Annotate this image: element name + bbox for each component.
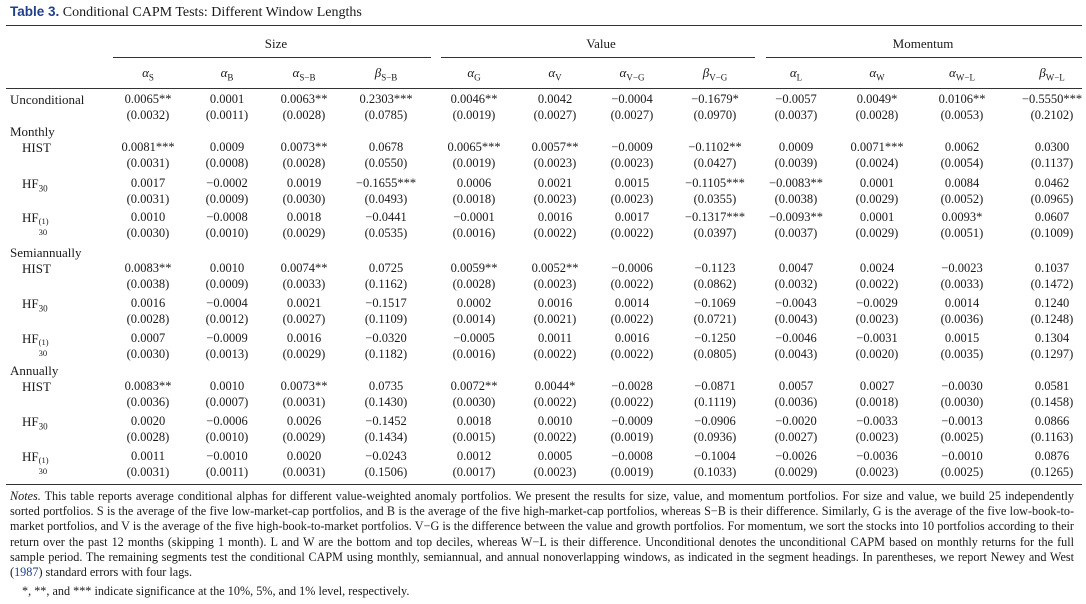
std-error-cell: (0.0022) <box>610 226 654 240</box>
std-error-cell: (0.0022) <box>533 226 577 240</box>
table-notes <box>10 489 1074 580</box>
std-error-cell: (0.0011) <box>205 108 249 122</box>
estimate-cell: 0.0016 <box>286 331 322 345</box>
estimate-cell: 0.0021 <box>537 176 573 190</box>
std-error-cell: (0.0025) <box>940 465 984 479</box>
std-error-cell: (0.1434) <box>364 430 408 444</box>
std-error-cell: (0.0043) <box>774 312 818 326</box>
estimate-cell: −0.0013 <box>941 414 983 428</box>
estimate-cell: 0.0016 <box>537 296 573 310</box>
estimate-cell: −0.0004 <box>611 92 653 106</box>
estimate-cell: −0.0009 <box>611 140 653 154</box>
std-error-cell: (0.0535) <box>364 226 408 240</box>
std-error-cell: (0.0023) <box>533 192 577 206</box>
estimate-cell: 0.0046** <box>450 92 498 106</box>
estimate-cell: 0.1240 <box>1034 296 1070 310</box>
std-error-cell: (0.0018) <box>855 395 899 409</box>
estimate-cell: 0.0044* <box>534 379 576 393</box>
group-momentum: Momentum <box>892 36 954 51</box>
estimate-cell: −0.0008 <box>206 210 248 224</box>
std-error-cell: (0.1265) <box>1030 465 1074 479</box>
std-error-cell: (0.0017) <box>452 465 496 479</box>
estimate-cell: −0.1679* <box>691 92 739 106</box>
estimate-cell: −0.0010 <box>206 449 248 463</box>
std-error-cell: (0.0355) <box>693 192 737 206</box>
estimate-cell: 0.0063** <box>280 92 328 106</box>
std-error-cell: (0.1033) <box>693 465 737 479</box>
std-error-cell: (0.0023) <box>610 192 654 206</box>
estimate-cell: 0.0016 <box>614 331 650 345</box>
estimate-cell: −0.0320 <box>365 331 407 345</box>
estimate-cell: 0.0001 <box>859 176 895 190</box>
estimate-cell: 0.0052** <box>531 261 579 275</box>
estimate-cell: 0.0073** <box>280 379 328 393</box>
estimate-cell: 0.0002 <box>456 296 492 310</box>
estimate-cell: −0.0001 <box>453 210 495 224</box>
estimate-cell: −0.1105*** <box>685 176 745 190</box>
std-error-cell: (0.0936) <box>693 430 737 444</box>
std-error-cell: (0.0427) <box>693 156 737 170</box>
std-error-cell: (0.0018) <box>452 192 496 206</box>
estimate-cell: 0.0005 <box>537 449 573 463</box>
row-label: HIST <box>22 140 51 155</box>
estimate-cell: −0.0093** <box>769 210 823 224</box>
estimate-cell: 0.0014 <box>614 296 650 310</box>
estimate-cell: −0.0008 <box>611 449 653 463</box>
std-error-cell: (0.0027) <box>533 108 577 122</box>
std-error-cell: (0.0022) <box>855 277 899 291</box>
std-error-cell: (0.0030) <box>282 192 326 206</box>
std-error-cell: (0.0022) <box>533 395 577 409</box>
section-label: Monthly <box>10 124 55 139</box>
estimate-cell: −0.0243 <box>365 449 407 463</box>
std-error-cell: (0.0015) <box>452 430 496 444</box>
std-error-cell: (0.0029) <box>855 192 899 206</box>
estimate-cell: 0.0016 <box>130 296 166 310</box>
std-error-cell: (0.0019) <box>452 108 496 122</box>
std-error-cell: (0.0009) <box>205 277 249 291</box>
estimate-cell: −0.0046 <box>775 331 817 345</box>
estimate-cell: −0.0006 <box>206 414 248 428</box>
std-error-cell: (0.0036) <box>940 312 984 326</box>
estimate-cell: 0.0083** <box>124 261 172 275</box>
estimate-cell: 0.0866 <box>1034 414 1070 428</box>
estimate-cell: 0.0017 <box>130 176 166 190</box>
std-error-cell: (0.1163) <box>1030 430 1074 444</box>
std-error-cell: (0.0029) <box>282 347 326 361</box>
estimate-cell: −0.1004 <box>694 449 736 463</box>
std-error-cell: (0.1248) <box>1030 312 1074 326</box>
estimate-cell: 0.0021 <box>286 296 322 310</box>
std-error-cell: (0.0008) <box>205 156 249 170</box>
std-error-cell: (0.0022) <box>533 347 577 361</box>
std-error-cell: (0.0030) <box>940 395 984 409</box>
std-error-cell: (0.0785) <box>364 108 408 122</box>
estimate-cell: 0.0083** <box>124 379 172 393</box>
std-error-cell: (0.0805) <box>693 347 737 361</box>
estimate-cell: −0.1655*** <box>355 176 417 190</box>
std-error-cell: (0.0038) <box>774 192 818 206</box>
std-error-cell: (0.0029) <box>282 226 326 240</box>
estimate-cell: 0.0026 <box>286 414 322 428</box>
column-header: $\alpha_{S-B}$ <box>292 65 316 83</box>
estimate-cell: −0.0083** <box>769 176 823 190</box>
estimate-cell: 0.0018 <box>456 414 492 428</box>
column-header: $\alpha_W$ <box>869 65 885 83</box>
estimate-cell: 0.0019 <box>286 176 322 190</box>
std-error-cell: (0.0033) <box>940 277 984 291</box>
section-label: Semiannually <box>10 245 82 260</box>
estimate-cell: 0.0016 <box>537 210 573 224</box>
estimate-cell: 0.0735 <box>368 379 404 393</box>
estimate-cell: −0.0002 <box>206 176 248 190</box>
std-error-cell: (0.0012) <box>205 312 249 326</box>
column-header: $\alpha_{V-G}$ <box>619 65 645 83</box>
estimate-cell: −0.0009 <box>611 414 653 428</box>
estimate-cell: −0.5550*** <box>1021 92 1083 106</box>
estimate-cell: 0.0009 <box>209 140 245 154</box>
std-error-cell: (0.0036) <box>774 395 818 409</box>
estimate-cell: −0.0031 <box>856 331 898 345</box>
estimate-cell: 0.0027 <box>859 379 895 393</box>
estimate-cell: 0.0106** <box>938 92 986 106</box>
estimate-cell: 0.0010 <box>209 261 245 275</box>
std-error-cell: (0.0030) <box>126 347 170 361</box>
std-error-cell: (0.0016) <box>452 347 496 361</box>
std-error-cell: (0.0031) <box>126 156 170 170</box>
estimate-cell: 0.0042 <box>537 92 573 106</box>
std-error-cell: (0.2102) <box>1030 108 1074 122</box>
estimate-cell: 0.1304 <box>1034 331 1070 345</box>
std-error-cell: (0.0023) <box>533 277 577 291</box>
std-error-cell: (0.0019) <box>610 430 654 444</box>
estimate-cell: 0.0059** <box>450 261 498 275</box>
std-error-cell: (0.0022) <box>533 430 577 444</box>
estimate-cell: −0.0026 <box>775 449 817 463</box>
std-error-cell: (0.1182) <box>364 347 408 361</box>
std-error-cell: (0.0019) <box>610 465 654 479</box>
row-label: HF (1) 30 <box>22 449 49 476</box>
std-error-cell: (0.0025) <box>940 430 984 444</box>
column-header: $\alpha_G$ <box>467 65 481 83</box>
significance-note: *, **, and *** indicate significance at the 10%, 5%, and 1% level, respectively. <box>22 584 410 598</box>
row-label: Unconditional <box>10 92 85 107</box>
column-header: $\beta_{S-B}$ <box>374 65 398 83</box>
row-label: $HF_{30}$ <box>22 414 48 432</box>
estimate-cell: 0.0065*** <box>447 140 501 154</box>
std-error-cell: (0.0051) <box>940 226 984 240</box>
std-error-cell: (0.0397) <box>693 226 737 240</box>
row-label: HF (1) 30 <box>22 331 49 358</box>
estimate-cell: 0.0011 <box>131 449 165 463</box>
std-error-cell: (0.0550) <box>364 156 408 170</box>
estimate-cell: 0.0057 <box>778 379 814 393</box>
std-error-cell: (0.0053) <box>940 108 984 122</box>
section-label: Annually <box>10 363 59 378</box>
column-header: $\alpha_S$ <box>142 65 154 83</box>
header-rule <box>6 88 1082 89</box>
row-label: HIST <box>22 261 51 276</box>
std-error-cell: (0.1506) <box>364 465 408 479</box>
std-error-cell: (0.0032) <box>774 277 818 291</box>
std-error-cell: (0.0011) <box>205 465 249 479</box>
column-header: $\alpha_L$ <box>789 65 803 83</box>
std-error-cell: (0.1472) <box>1030 277 1074 291</box>
std-error-cell: (0.0016) <box>452 226 496 240</box>
std-error-cell: (0.0028) <box>126 430 170 444</box>
std-error-cell: (0.0009) <box>205 192 249 206</box>
estimate-cell: 0.0071*** <box>850 140 904 154</box>
std-error-cell: (0.0010) <box>205 430 249 444</box>
std-error-cell: (0.1430) <box>364 395 408 409</box>
std-error-cell: (0.0721) <box>693 312 737 326</box>
estimate-cell: 0.0010 <box>130 210 166 224</box>
estimate-cell: −0.1069 <box>694 296 736 310</box>
std-error-cell: (0.0022) <box>610 277 654 291</box>
estimate-cell: −0.0030 <box>941 379 983 393</box>
std-error-cell: (0.0023) <box>855 465 899 479</box>
std-error-cell: (0.0021) <box>533 312 577 326</box>
estimate-cell: −0.1452 <box>365 414 407 428</box>
notes-lead: Notes. <box>10 489 41 503</box>
group-value: Value <box>586 36 616 51</box>
estimate-cell: 0.0049* <box>856 92 898 106</box>
table-caption <box>10 4 362 21</box>
std-error-cell: (0.0028) <box>282 108 326 122</box>
std-error-cell: (0.0031) <box>126 192 170 206</box>
std-error-cell: (0.0039) <box>774 156 818 170</box>
estimate-cell: 0.0678 <box>368 140 404 154</box>
estimate-cell: 0.0015 <box>944 331 980 345</box>
std-error-cell: (0.1009) <box>1030 226 1074 240</box>
std-error-cell: (0.0023) <box>855 430 899 444</box>
estimate-cell: 0.0006 <box>456 176 492 190</box>
estimate-cell: 0.0607 <box>1034 210 1070 224</box>
std-error-cell: (0.0027) <box>282 312 326 326</box>
std-error-cell: (0.0029) <box>855 226 899 240</box>
std-error-cell: (0.1458) <box>1030 395 1074 409</box>
estimate-cell: 0.0074** <box>280 261 328 275</box>
estimate-cell: 0.0047 <box>778 261 814 275</box>
std-error-cell: (0.0028) <box>452 277 496 291</box>
estimate-cell: −0.0004 <box>206 296 248 310</box>
column-header: $\alpha_V$ <box>548 65 562 83</box>
estimate-cell: 0.0001 <box>209 92 245 106</box>
std-error-cell: (0.0010) <box>205 226 249 240</box>
std-error-cell: (0.0014) <box>452 312 496 326</box>
estimate-cell: −0.1102** <box>688 140 742 154</box>
std-error-cell: (0.0023) <box>533 156 577 170</box>
std-error-cell: (0.0037) <box>774 226 818 240</box>
std-error-cell: (0.0965) <box>1030 192 1074 206</box>
estimate-cell: 0.0462 <box>1034 176 1070 190</box>
std-error-cell: (0.0007) <box>205 395 249 409</box>
table-label: Table 3. <box>10 4 60 19</box>
estimate-cell: −0.1250 <box>694 331 736 345</box>
estimate-cell: 0.0876 <box>1034 449 1070 463</box>
estimate-cell: 0.0065** <box>124 92 172 106</box>
estimate-cell: 0.0020 <box>130 414 166 428</box>
std-error-cell: (0.0029) <box>282 430 326 444</box>
estimate-cell: −0.0005 <box>453 331 495 345</box>
estimate-cell: 0.0093* <box>941 210 983 224</box>
estimate-cell: 0.1037 <box>1034 261 1070 275</box>
std-error-cell: (0.0493) <box>364 192 408 206</box>
notes-text-2: ) standard errors with four lags. <box>38 565 193 580</box>
estimate-cell: 0.0001 <box>859 210 895 224</box>
std-error-cell: (0.0031) <box>282 395 326 409</box>
estimate-cell: −0.0010 <box>941 449 983 463</box>
std-error-cell: (0.0019) <box>452 156 496 170</box>
std-error-cell: (0.0035) <box>940 347 984 361</box>
estimate-cell: 0.0725 <box>368 261 404 275</box>
estimate-cell: 0.0020 <box>286 449 322 463</box>
table-title: Conditional CAPM Tests: Different Window Lengths <box>62 5 362 20</box>
estimate-cell: −0.0057 <box>775 92 817 106</box>
estimate-cell: 0.0024 <box>859 261 895 275</box>
column-header: $\beta_{V-G}$ <box>702 65 728 83</box>
estimate-cell: −0.0906 <box>694 414 736 428</box>
std-error-cell: (0.1119) <box>694 395 736 409</box>
std-error-cell: (0.0862) <box>693 277 737 291</box>
notes-reference-link[interactable]: 1987 <box>14 565 39 580</box>
row-label: $HF_{30}$ <box>22 176 48 194</box>
estimate-cell: −0.1517 <box>365 296 407 310</box>
estimate-cell: 0.0084 <box>944 176 980 190</box>
row-label: HF (1) 30 <box>22 210 49 237</box>
std-error-cell: (0.0022) <box>610 347 654 361</box>
group-rule-value <box>441 57 755 58</box>
std-error-cell: (0.0052) <box>940 192 984 206</box>
std-error-cell: (0.0013) <box>205 347 249 361</box>
estimate-cell: −0.0023 <box>941 261 983 275</box>
row-label: $HF_{30}$ <box>22 296 48 314</box>
group-size: Size <box>264 36 288 51</box>
std-error-cell: (0.0028) <box>126 312 170 326</box>
std-error-cell: (0.1109) <box>364 312 408 326</box>
std-error-cell: (0.0031) <box>126 465 170 479</box>
notes-text-1: This table reports average conditional alphas for different value-weighted anomaly portfolios. We present the results for size, value, and momentum portfolios. For size and value, we build 25 independently sorted portfolios. S is the average of the five low-market-cap portfolios, and B is the average of the five high-market-cap portfolios, whereas S−B is their difference. Similarly, G is the average of the five low-book-to-market portfolios, and V is the average of the five high-book-to-market portfolios. V−G is the difference between the value and growth portfolios. For momentum, we sort the stocks into 10 portfolios according to their return over the past 12 months (skipping 1 month). L and W are the bottom and top deciles, whereas W−L is their difference. Unconditional denotes the unconditional CAPM based on monthly returns for the full sample period. The remaining segments test the conditional CAPM using monthly, semiannual, and annual nonoverlapping windows, as indicated in the segment headings. In parentheses, we report Newey and West ( <box>10 489 1074 580</box>
estimate-cell: 0.0014 <box>944 296 980 310</box>
estimate-cell: 0.0010 <box>537 414 573 428</box>
estimate-cell: −0.0036 <box>856 449 898 463</box>
std-error-cell: (0.0032) <box>126 108 170 122</box>
estimate-cell: 0.0018 <box>286 210 322 224</box>
estimate-cell: −0.0006 <box>611 261 653 275</box>
std-error-cell: (0.0029) <box>774 465 818 479</box>
std-error-cell: (0.0027) <box>610 108 654 122</box>
std-error-cell: (0.0020) <box>855 347 899 361</box>
estimate-cell: 0.0581 <box>1034 379 1070 393</box>
estimate-cell: 0.0072** <box>450 379 498 393</box>
estimate-cell: 0.0062 <box>944 140 980 154</box>
estimate-cell: −0.0871 <box>694 379 736 393</box>
estimate-cell: −0.1317*** <box>684 210 746 224</box>
estimate-cell: −0.0043 <box>775 296 817 310</box>
estimate-cell: −0.0033 <box>856 414 898 428</box>
std-error-cell: (0.1297) <box>1030 347 1074 361</box>
std-error-cell: (0.0023) <box>855 312 899 326</box>
estimate-cell: 0.0009 <box>778 140 814 154</box>
std-error-cell: (0.0027) <box>774 430 818 444</box>
std-error-cell: (0.0043) <box>774 347 818 361</box>
std-error-cell: (0.0023) <box>610 156 654 170</box>
column-header: $\alpha_{W-L}$ <box>949 65 975 83</box>
bottom-rule <box>6 484 1082 485</box>
column-header: $\alpha_B$ <box>220 65 234 83</box>
estimate-cell: −0.0028 <box>611 379 653 393</box>
estimate-cell: 0.0010 <box>209 379 245 393</box>
estimate-cell: 0.0015 <box>614 176 650 190</box>
estimate-cell: −0.0009 <box>206 331 248 345</box>
std-error-cell: (0.0030) <box>452 395 496 409</box>
std-error-cell: (0.1137) <box>1030 156 1074 170</box>
estimate-cell: 0.0081*** <box>121 140 175 154</box>
estimate-cell: 0.2303*** <box>359 92 413 106</box>
std-error-cell: (0.0970) <box>693 108 737 122</box>
std-error-cell: (0.0022) <box>610 312 654 326</box>
group-rule-momentum <box>766 57 1082 58</box>
estimate-cell: 0.0007 <box>130 331 166 345</box>
row-label: HIST <box>22 379 51 394</box>
std-error-cell: (0.0038) <box>126 277 170 291</box>
std-error-cell: (0.1162) <box>364 277 408 291</box>
top-rule <box>6 25 1082 26</box>
std-error-cell: (0.0022) <box>610 395 654 409</box>
column-header: $\beta_{W-L}$ <box>1039 65 1065 83</box>
estimate-cell: 0.0017 <box>614 210 650 224</box>
estimate-cell: 0.0012 <box>456 449 492 463</box>
std-error-cell: (0.0036) <box>126 395 170 409</box>
estimate-cell: −0.1123 <box>694 261 736 275</box>
estimate-cell: 0.0073** <box>280 140 328 154</box>
estimate-cell: −0.0020 <box>775 414 817 428</box>
std-error-cell: (0.0037) <box>774 108 818 122</box>
std-error-cell: (0.0030) <box>126 226 170 240</box>
std-error-cell: (0.0054) <box>940 156 984 170</box>
estimate-cell: −0.0029 <box>856 296 898 310</box>
std-error-cell: (0.0024) <box>855 156 899 170</box>
std-error-cell: (0.0033) <box>282 277 326 291</box>
estimate-cell: 0.0011 <box>538 331 572 345</box>
std-error-cell: (0.0031) <box>282 465 326 479</box>
estimate-cell: 0.0300 <box>1034 140 1070 154</box>
estimate-cell: 0.0057** <box>531 140 579 154</box>
std-error-cell: (0.0023) <box>533 465 577 479</box>
std-error-cell: (0.0028) <box>282 156 326 170</box>
std-error-cell: (0.0028) <box>855 108 899 122</box>
group-rule-size <box>113 57 431 58</box>
estimate-cell: −0.0441 <box>365 210 407 224</box>
